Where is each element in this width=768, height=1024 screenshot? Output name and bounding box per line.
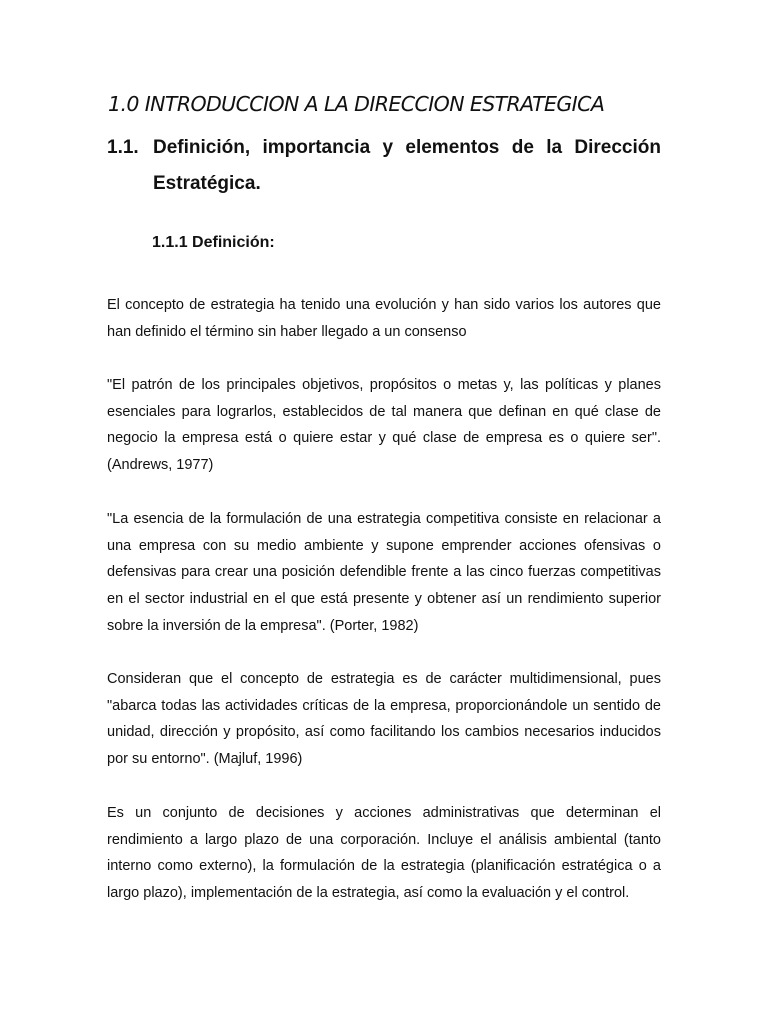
paragraph-majluf-quote: Consideran que el concepto de estrategia es de carácter multidimensional, pues "abarca todas las actividades críticas de la empresa, proporcionándole un sentido de unidad, dirección y propósito, así como facilitando los cambios necesarios inducidos por su entorno". (Majluf, 1996) — [107, 671, 661, 768]
paragraph-porter-quote: "La esencia de la formulación de una estrategia competitiva consiste en relacionar a una empresa con su medio ambiente y supone emprender acciones ofensivas o defensivas para crear una posición defendible frente a las cinco fuerzas competitivas en el sector industrial en el que está presente y obtener así un rendimiento superior sobre la inversión de la empresa". (Porter, 1982) — [107, 511, 661, 634]
section-heading-text: Definición, importancia y elementos de la Dirección Estratégica. — [153, 137, 661, 194]
subsection-heading: 1.1.1 Definición: — [152, 234, 275, 251]
section-heading — [107, 130, 661, 202]
paragraph-definition-summary: Es un conjunto de decisiones y acciones administrativas que determinan el rendimiento a largo plazo de una corporación. Incluye el análisis ambiental (tanto interno como externo), la formulación de la estrategia (planificación estratégica o a largo plazo), implementación de la estrategia, así como la evaluación y el control. — [107, 805, 661, 902]
section-number: 1.1. — [107, 137, 139, 158]
paragraph-concept-intro: El concepto de estrategia ha tenido una evolución y han sido varios los autores que han definido el término sin haber llegado a un consenso — [107, 297, 661, 340]
paragraph-andrews-quote: "El patrón de los principales objetivos, propósitos o metas y, las políticas y planes esenciales para lograrlos, establecidos de tal manera que definan en qué clase de negocio la empresa está o quiere estar y qué clase de empresa es o quiere ser". (Andrews, 1977) — [107, 377, 661, 474]
document-page — [107, 0, 661, 1024]
document-title: 1.0 INTRODUCCION A LA DIRECCION ESTRATEGICA — [108, 92, 605, 116]
